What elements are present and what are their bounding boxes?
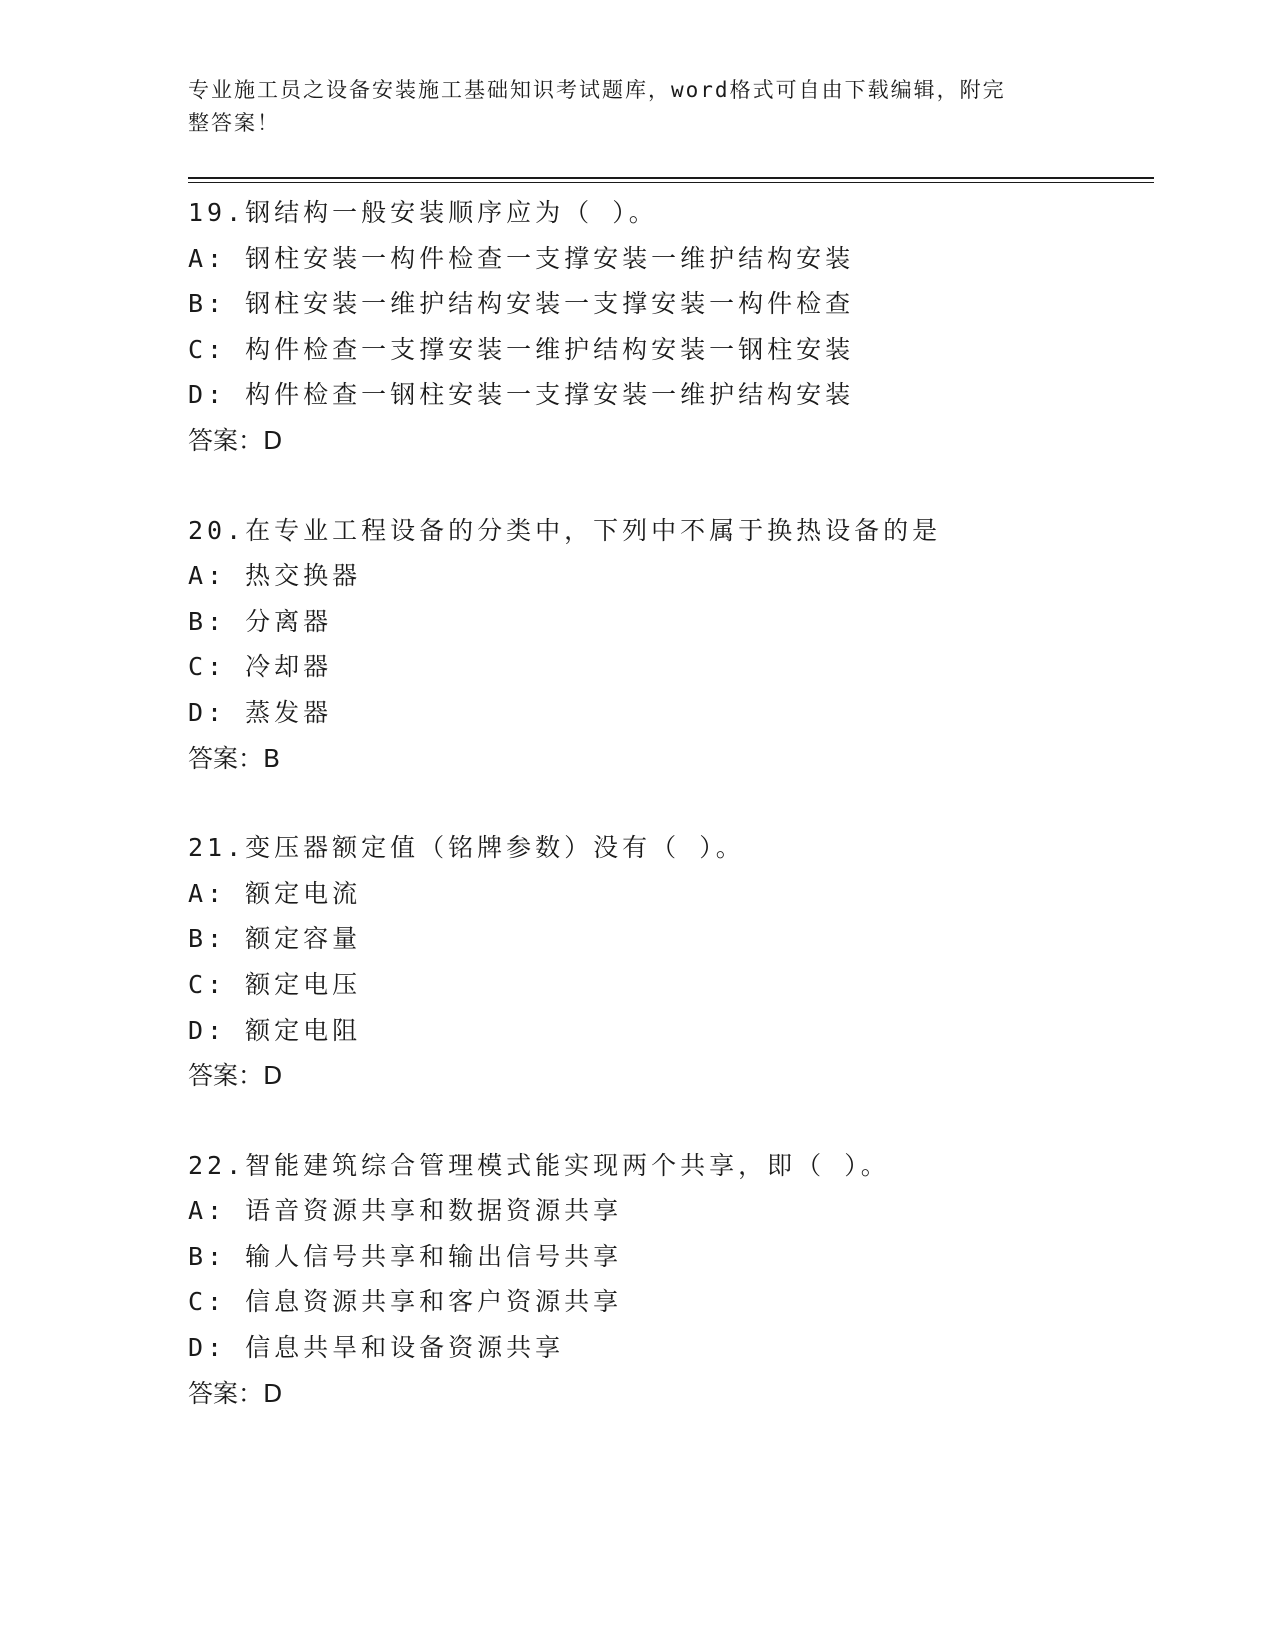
option-d: D: 额定电阻 — [188, 1015, 362, 1045]
option-c: C: 冷却器 — [188, 652, 333, 682]
option-a: A: 钢柱安装一构件检查一支撑安装一维护结构安装 — [188, 243, 855, 273]
option-b: B: 钢柱安装一维护结构安装一支撑安装一构件检查 — [188, 289, 855, 319]
question-list — [188, 190, 1154, 1460]
question-19 — [188, 190, 1154, 464]
question-stem: 20.在专业工程设备的分类中，下列中不属于换热设备的是 — [188, 515, 942, 545]
answer-line: 答案：D — [188, 1061, 283, 1091]
option-c: C: 信息资源共享和客户资源共享 — [188, 1287, 623, 1317]
answer-line: 答案：D — [188, 425, 283, 455]
option-d: D: 信息共旱和设备资源共享 — [188, 1333, 565, 1363]
option-a: A: 语音资源共享和数据资源共享 — [188, 1196, 623, 1226]
option-b: B: 输人信号共享和输出信号共享 — [188, 1241, 623, 1271]
question-stem: 19.钢结构一般安装顺序应为（ ）。 — [188, 198, 658, 227]
option-b: B: 分离器 — [188, 606, 333, 636]
option-d: D: 蒸发器 — [188, 697, 333, 727]
header-divider-thin — [188, 182, 1154, 183]
option-d: D: 构件检查一钢柱安装一支撑安装一维护结构安装 — [188, 380, 855, 410]
option-a: A: 额定电流 — [188, 878, 362, 908]
answer-line: 答案：B — [188, 743, 281, 773]
header-title-line-2: 整答案！ — [188, 111, 280, 135]
question-22 — [188, 1143, 1154, 1417]
question-21 — [188, 825, 1154, 1099]
question-stem: 21.变压器额定值（铭牌参数）没有（ ）。 — [188, 833, 745, 863]
option-c: C: 构件检查一支撑安装一维护结构安装一钢柱安装 — [188, 334, 855, 364]
answer-line: 答案：D — [188, 1378, 283, 1408]
header-title-line-1: 专业施工员之设备安装施工基础知识考试题库，word格式可自由下载编辑，附完 — [188, 78, 1006, 102]
header-divider-thick — [188, 177, 1154, 179]
option-c: C: 额定电压 — [188, 969, 362, 999]
question-stem: 22.智能建筑综合管理模式能实现两个共享，即（ ）。 — [188, 1150, 890, 1180]
option-a: A: 热交换器 — [188, 561, 362, 591]
option-b: B: 额定容量 — [188, 924, 362, 954]
question-20 — [188, 508, 1154, 782]
document-header — [188, 74, 1068, 140]
